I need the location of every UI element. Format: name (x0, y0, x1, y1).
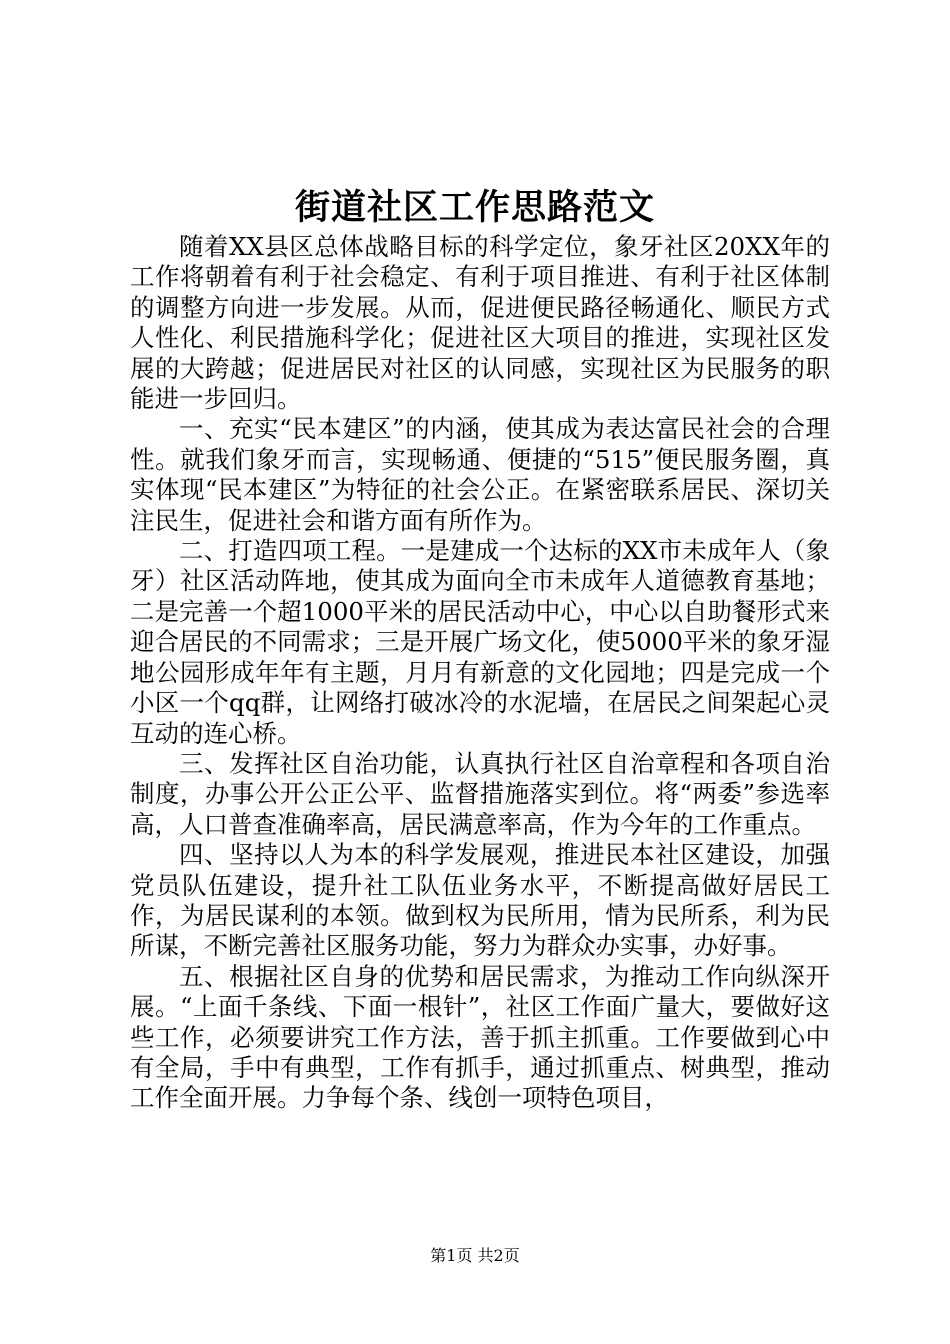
paragraph-intro: 随着XX县区总体战略目标的科学定位，象牙社区20XX年的工作将朝着有利于社会稳定、有利于项目推进、有利于社区体制的调整方向进一步发展。从而，促进便民路径畅通化、顺民方式人性化、利民措施科学化；促进社区大项目的推进，实现社区发展的大跨越；促进居民对社区的认同感，实现社区为民服务的职能进一步回归。 (130, 232, 830, 414)
paragraph-section-3: 三、发挥社区自治功能，认真执行社区自治章程和各项自治制度，办事公开公正公平、监督措施落实到位。将“两委”参选率高，人口普查准确率高，居民满意率高，作为今年的工作重点。 (130, 748, 830, 839)
page-number-footer: 第1页 共2页 (430, 1246, 520, 1265)
paragraph-section-4: 四、坚持以人为本的科学发展观，推进民本社区建设，加强党员队伍建设，提升社工队伍业务水平，不断提高做好居民工作，为居民谋利的本领。做到权为民所用，情为民所系，利为民所谋，不断完善社区服务功能，努力为群众办实事，办好事。 (130, 840, 830, 961)
document-title: 街道社区工作思路范文 (294, 187, 655, 228)
paragraph-section-5: 五、根据社区自身的优势和居民需求，为推动工作向纵深开展。“上面千条线、下面一根针”，社区工作面广量大，要做好这些工作，必须要讲究工作方法，善于抓主抓重。工作要做到心中有全局，手中有典型，工作有抓手，通过抓重点、树典型，推动工作全面开展。力争每个条、线创一项特色项目， (130, 961, 830, 1113)
document-body (130, 232, 830, 1114)
paragraph-section-1: 一、充实“民本建区”的内涵，使其成为表达富民社会的合理性。就我们象牙而言，实现畅通、便捷的“515”便民服务圈，真实体现“民本建区”为特征的社会公正。在紧密联系居民、深切关注民生，促进社会和谐方面有所作为。 (130, 414, 830, 535)
paragraph-section-2: 二、打造四项工程。一是建成一个达标的XX市未成年人（象牙）社区活动阵地，使其成为面向全市未成年人道德教育基地；二是完善一个超1000平米的居民活动中心，中心以自助餐形式来迎合居民的不同需求；三是开展广场文化，使5000平米的象牙湿地公园形成年年有主题，月月有新意的文化园地；四是完成一个小区一个qq群，让网络打破冰冷的水泥墙，在居民之间架起心灵互动的连心桥。 (130, 536, 830, 748)
